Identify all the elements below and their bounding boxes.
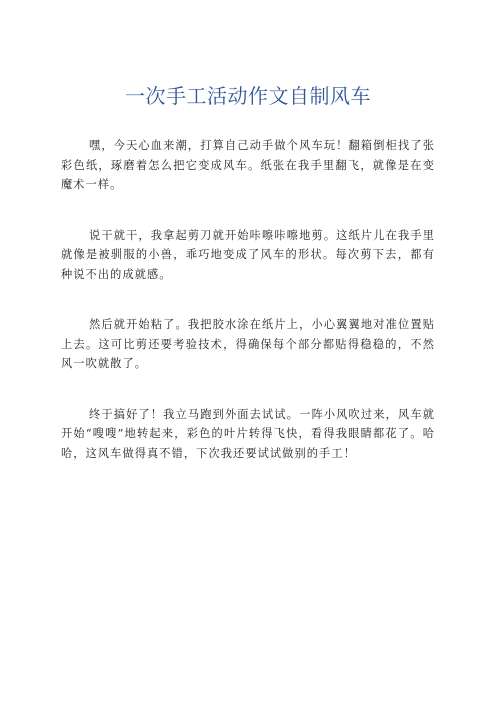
document-body [61,136,435,494]
paragraph: 说干就干，我拿起剪刀就开始咔嚓咔嚓地剪。这纸片儿在我手里就像是被驯服的小兽，乖巧地变成了风车的形状。每次剪下去，都有种说不出的成就感。 [61,228,435,281]
paragraph: 然后就开始粘了。我把胶水涂在纸片上，小心翼翼地对准位置贴上去。这可比剪还要考验技术，得确保每个部分都贴得稳稳的，不然风一吹就散了。 [61,318,435,370]
paragraph: 终于搞好了！我立马跑到外面去试试。一阵小风吹过来，风车就开始“嗖嗖”地转起来，彩色的叶片转得飞快，看得我眼睛都花了。哈哈，这风车做得真不错，下次我还要试试做别的手工！ [61,407,435,460]
paragraph: 嘿，今天心血来潮，打算自己动手做个风车玩！翻箱倒柜找了张彩色纸，琢磨着怎么把它变成风车。纸张在我手里翻飞，就像是在变魔术一样。 [61,139,435,191]
document-title: 一次手工活动作文自制风车 [125,84,371,108]
